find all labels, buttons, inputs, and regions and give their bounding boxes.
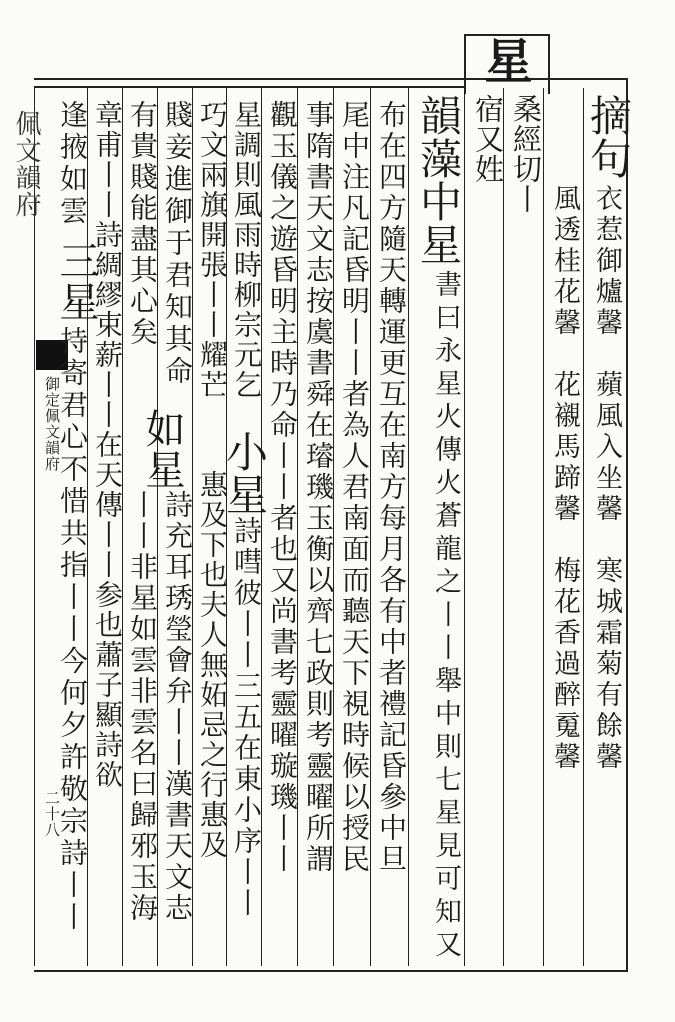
- col-sep: [503, 88, 504, 966]
- text-column: 布在四方隨天轉運更互在南方每月各有中者禮記昏參中旦: [375, 100, 408, 875]
- margin-rule: [34, 86, 35, 966]
- text-column: 逢掖如雲: [56, 100, 89, 228]
- section-heading-ruxing: 如星: [139, 408, 185, 490]
- text-column: 衣惹御爐馨 蘋風入坐馨 寒城霜菊有餘馨: [591, 184, 622, 773]
- text-column: 尾中注凡記昏明丨丨者為人君南面而聽天下視時候以授民: [338, 100, 371, 875]
- text-column: [416, 270, 452, 291]
- text-column: 事隋書天文志按虞書舜在璿璣玉衡以齊七政則考靈曜所謂: [302, 100, 335, 875]
- page-number: 二十八: [43, 790, 61, 838]
- col-sep: [543, 88, 544, 966]
- book-title: 御定佩文韻府: [43, 376, 61, 472]
- text-column: 風透桂花馨 花襯馬蹄馨 梅花香過醉䰟馨: [549, 184, 580, 773]
- section-heading-zhaiju: 摘句: [584, 94, 633, 180]
- section-heading-sanxing: 三星: [53, 240, 99, 322]
- left-edge-title: 佩文韻府: [11, 110, 41, 218]
- text-column: 有貴賤能盡其心矣: [126, 100, 159, 348]
- col-sep: [408, 88, 409, 966]
- text-column: 詩充耳琇瑩會弁丨丨漢書天文志: [161, 490, 194, 924]
- text-column: 觀玉儀之遊昏明主時乃命丨丨者也又尚書考靈曜璇璣丨丨: [266, 100, 299, 875]
- text-column: 宿又姓: [471, 94, 505, 184]
- col-sep: [464, 88, 465, 966]
- text-column: 持寄君心不惜共指丨丨今何夕許敬宗詩丨丨: [56, 326, 89, 934]
- section-heading-yunzao: 韻藻中星: [414, 94, 463, 266]
- text-column: 書曰永星火傳火蒼龍之丨丨舉中則七星見可知又: [430, 270, 461, 963]
- rhyme-header-char: 星: [476, 36, 532, 85]
- text-column: 星調則風雨時柳宗元乞: [230, 100, 263, 400]
- text-column: 惠及下也夫人無妬忌之行惠及: [196, 470, 229, 860]
- text-column: 桑經切丨: [509, 94, 543, 214]
- text-column: 賤妾進御于君知其命: [161, 100, 194, 388]
- text-column: 詩嘒彼丨丨三五在東小序丨丨: [230, 516, 263, 919]
- section-heading-xiaoxing: 小星: [220, 430, 269, 516]
- text-column: 丨丨非星如雲非雲名曰歸邪玉海: [126, 490, 159, 924]
- text-column: 章甫丨丨詩綢繆束薪丨丨在天傳丨丨参也蕭子顯詩欲: [91, 100, 124, 790]
- text-column: 巧文兩旗開張丨丨耀芒: [196, 100, 229, 400]
- col-sep: [583, 88, 584, 966]
- top-rule: [34, 86, 464, 88]
